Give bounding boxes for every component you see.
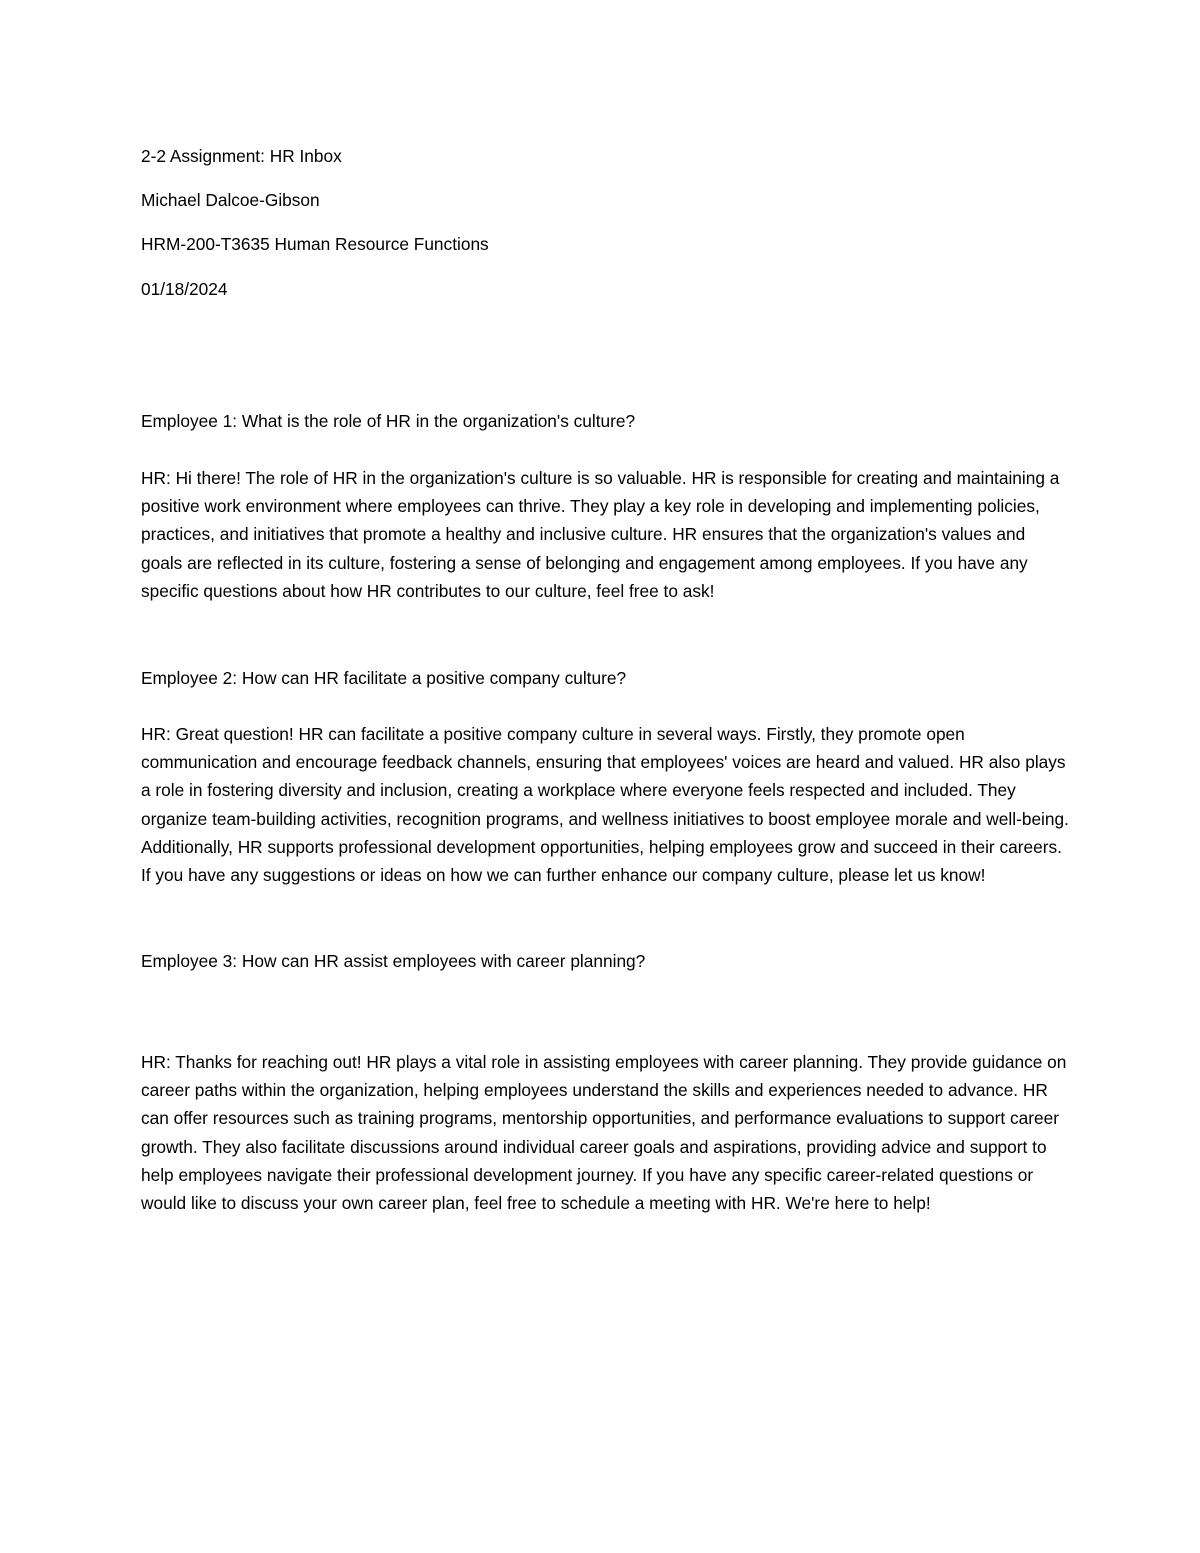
employee-3-question: Employee 3: How can HR assist employees with career planning? [141,951,646,971]
course-name: HRM-200-T3635 Human Resource Functions [141,234,489,254]
author-name: Michael Dalcoe-Gibson [141,190,320,210]
hr-answer-2: HR: Great question! HR can facilitate a positive company culture in several ways. Firstly, they promote open communication and encourage feedback channels, ensuring that employees' voices are heard and valued. HR also plays a role in fostering diversity and inclusion, creating a workplace where everyone feels respected and included. They organize team-building activities, recognition programs, and wellness initiatives to boost employee morale and well-being. Additionally, HR supports professional development opportunities, helping employees grow and succeed in their careers. If you have any suggestions or ideas on how we can further enhance our company culture, please let us know! [141,724,1069,886]
employee-1-question: Employee 1: What is the role of HR in the organization's culture? [141,411,636,431]
document-title: 2-2 Assignment: HR Inbox [141,146,342,166]
hr-answer-3: HR: Thanks for reaching out! HR plays a vital role in assisting employees with career planning. They provide guidance on career paths within the organization, helping employees understand the skills and experiences needed to advance. HR can offer resources such as training programs, mentorship opportunities, and performance evaluations to support career growth. They also facilitate discussions around individual career goals and aspirations, providing advice and support to help employees navigate their professional development journey. If you have any specific career-related questions or would like to discuss your own career plan, feel free to schedule a meeting with HR. We're here to help! [141,1052,1067,1214]
document-date: 01/18/2024 [141,279,228,299]
employee-2-question: Employee 2: How can HR facilitate a positive company culture? [141,668,627,688]
hr-answer-1: HR: Hi there! The role of HR in the organization's culture is so valuable. HR is responsible for creating and maintaining a positive work environment where employees can thrive. They play a key role in developing and implementing policies, practices, and initiatives that promote a healthy and inclusive culture. HR ensures that the organization's values and goals are reflected in its culture, fostering a sense of belonging and engagement among employees. If you have any specific questions about how HR contributes to our culture, feel free to ask! [141,468,1060,601]
